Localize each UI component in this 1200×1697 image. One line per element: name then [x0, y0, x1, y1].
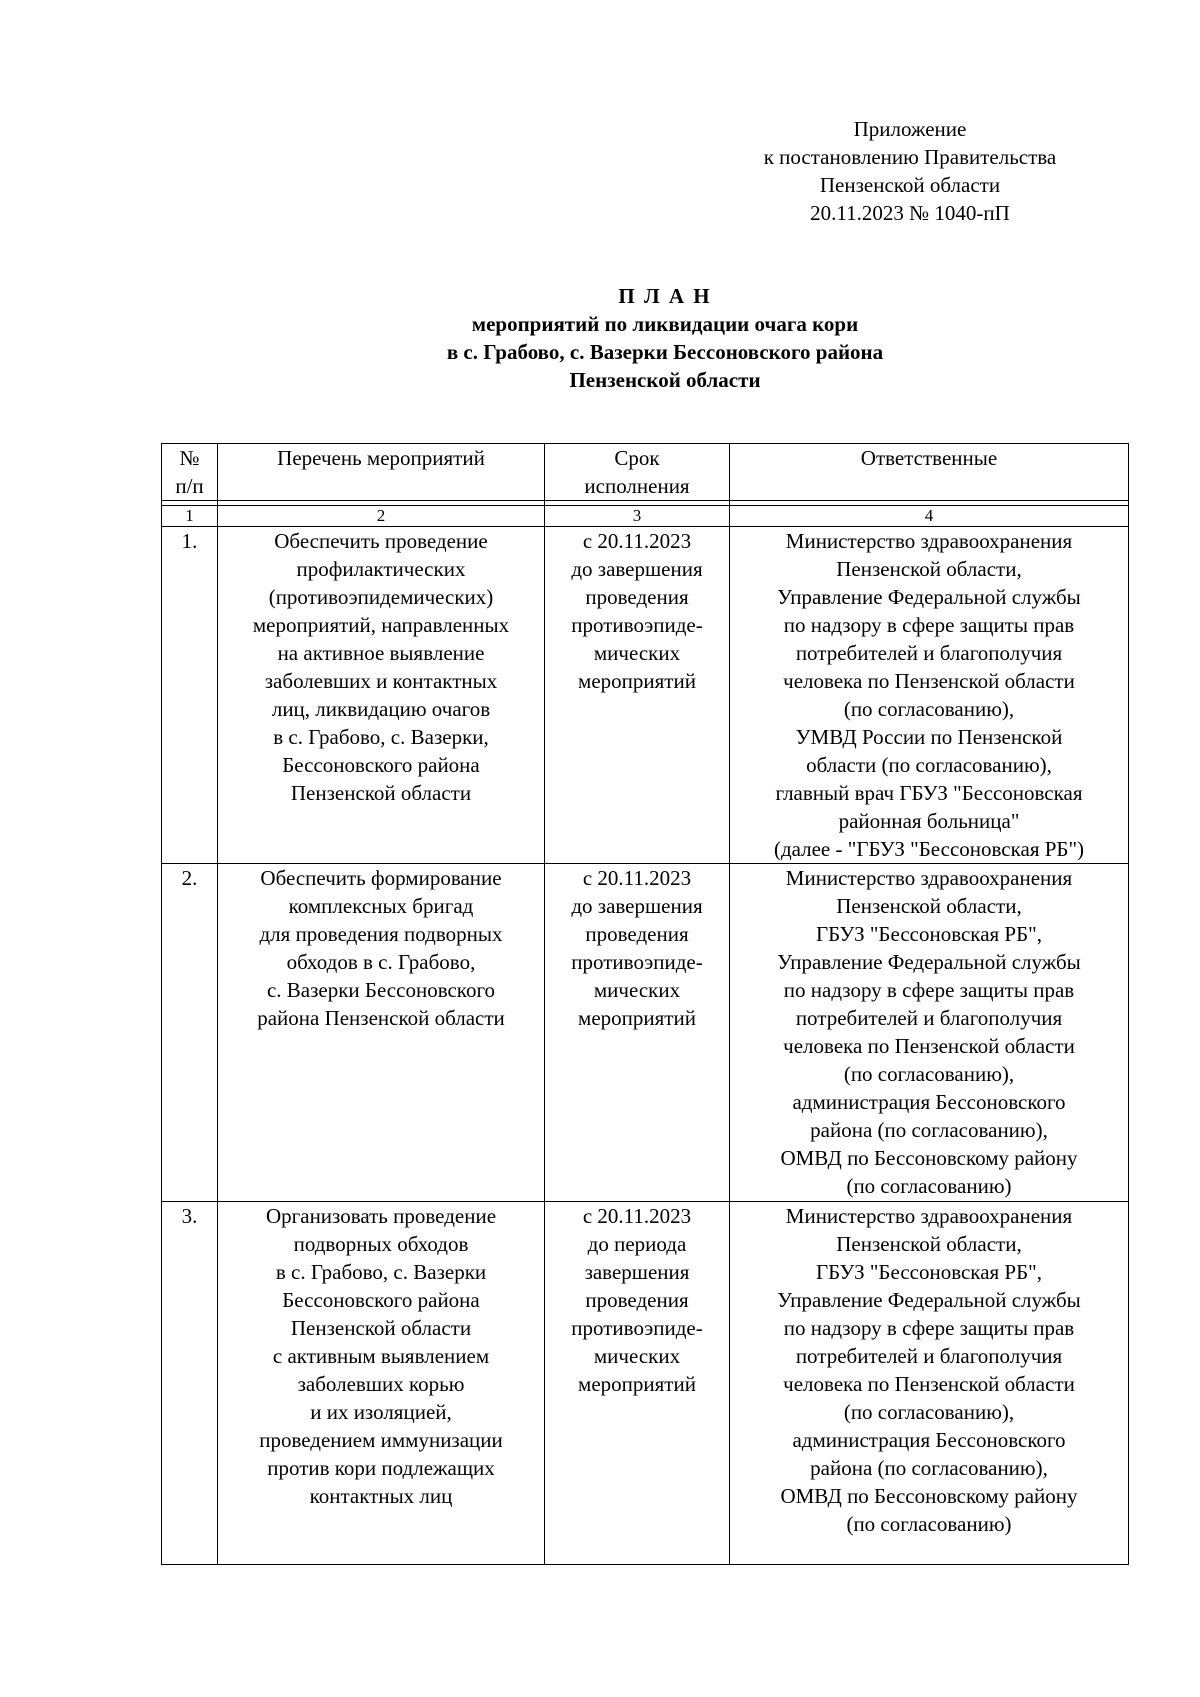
cell-line: Организовать проведение: [265, 1204, 497, 1228]
cell-line: района (по согласованию),: [810, 1456, 1048, 1480]
cell-line: человека по Пензенской области: [783, 669, 1075, 693]
cell-line: противоэпиде-: [571, 613, 703, 637]
cell-line: в с. Грабово, с. Вазерки: [275, 1260, 487, 1284]
cell-line: с 20.11.2023: [582, 866, 692, 890]
cell-line: Обеспечить проведение: [274, 529, 488, 553]
cell-line: против кори подлежащих: [267, 1456, 495, 1480]
cell-line: мероприятий: [578, 669, 696, 693]
table-header-row: [162, 444, 1129, 501]
cell-line: лиц, ликвидацию очагов: [271, 697, 491, 721]
cell-line: мических: [593, 978, 681, 1002]
cell-line: области (по согласованию),: [806, 753, 1052, 777]
row-responsible: [730, 1202, 1129, 1565]
header-responsible: Ответственные: [730, 444, 1129, 501]
plan-table: [161, 443, 1129, 1565]
header-deadline: [545, 444, 730, 501]
column-number: 3: [545, 506, 730, 527]
cell-line: с. Вазерки Бессоновского: [266, 978, 496, 1002]
cell-line: потребителей и благополучия: [795, 641, 1063, 665]
cell-line: до завершения: [571, 894, 703, 918]
cell-line: Пензенской области,: [836, 894, 1022, 918]
cell-line: человека по Пензенской области: [783, 1034, 1075, 1058]
appendix-date-number: 20.11.2023 № 1040-пП: [810, 201, 1010, 225]
cell-line: Министерство здравоохранения: [785, 1204, 1073, 1228]
header-num: [162, 444, 218, 501]
cell-line: Управление Федеральной службы: [777, 950, 1081, 974]
cell-line: противоэпиде-: [571, 1316, 703, 1340]
column-number: 4: [730, 506, 1129, 527]
table-row: [162, 527, 1129, 864]
row-number: 3.: [162, 1202, 218, 1565]
header-num-line: п/п: [175, 474, 204, 498]
cell-line: мероприятий, направленных: [252, 613, 510, 637]
cell-line: Бессоновского района: [282, 1288, 480, 1312]
cell-line: Пензенской области: [290, 781, 472, 805]
cell-line: (далее - "ГБУЗ "Бессоновская РБ"): [773, 837, 1085, 861]
cell-line: района (по согласованию),: [810, 1118, 1048, 1142]
cell-line: с активным выявлением: [272, 1344, 490, 1368]
appendix-label: Приложение: [853, 117, 967, 141]
cell-line: мических: [593, 641, 681, 665]
cell-line: Пензенской области,: [836, 557, 1022, 581]
row-number: 2.: [162, 864, 218, 1202]
cell-line: проведения: [585, 585, 689, 609]
appendix-header: [700, 115, 1120, 227]
cell-line: потребителей и благополучия: [795, 1006, 1063, 1030]
cell-line: с 20.11.2023: [582, 1204, 692, 1228]
cell-line: до периода: [587, 1232, 687, 1256]
cell-line: ОМВД по Бессоновскому району: [780, 1484, 1078, 1508]
row-deadline: [545, 1202, 730, 1565]
cell-line: (по согласованию),: [843, 1062, 1015, 1086]
header-deadline-line: исполнения: [584, 474, 690, 498]
cell-line: комплексных бригад: [288, 894, 474, 918]
row-number: 1.: [162, 527, 218, 864]
cell-line: главный врач ГБУЗ "Бессоновская: [775, 781, 1083, 805]
cell-line: администрация Бессоновского: [792, 1428, 1066, 1452]
row-responsible: [730, 527, 1129, 864]
cell-line: для проведения подворных: [259, 922, 503, 946]
cell-line: ГБУЗ "Бессоновская РБ",: [816, 1260, 1042, 1284]
cell-line: обходов в с. Грабово,: [286, 950, 476, 974]
title-plan: П Л А Н: [618, 284, 712, 308]
cell-line: противоэпиде-: [571, 950, 703, 974]
cell-line: заболевших корью: [297, 1372, 465, 1396]
cell-line: потребителей и благополучия: [795, 1344, 1063, 1368]
cell-line: УМВД России по Пензенской: [795, 725, 1063, 749]
cell-line: с 20.11.2023: [582, 529, 692, 553]
column-numbers-row: [162, 506, 1129, 527]
table-row: [162, 864, 1129, 1202]
cell-line: районная больница": [838, 809, 1020, 833]
title-line-3: Пензенской области: [569, 368, 761, 392]
cell-line: проведения: [585, 1288, 689, 1312]
cell-line: мероприятий: [578, 1372, 696, 1396]
cell-line: (по согласованию),: [843, 697, 1015, 721]
cell-line: (по согласованию): [846, 1174, 1012, 1198]
row-deadline: [545, 527, 730, 864]
cell-line: в с. Грабово, с. Вазерки,: [273, 725, 489, 749]
row-deadline: [545, 864, 730, 1202]
cell-line: мероприятий: [578, 1006, 696, 1030]
appendix-resolution: к постановлению Правительства: [763, 145, 1057, 169]
cell-line: Пензенской области,: [836, 1232, 1022, 1256]
cell-line: ГБУЗ "Бессоновская РБ",: [816, 922, 1042, 946]
cell-line: профилактических: [296, 557, 466, 581]
cell-line: по надзору в сфере защиты прав: [783, 1316, 1075, 1340]
column-number: 1: [162, 506, 218, 527]
cell-line: по надзору в сфере защиты прав: [783, 978, 1075, 1002]
cell-line: района Пензенской области: [257, 1006, 505, 1030]
header-measures: Перечень мероприятий: [218, 444, 545, 501]
cell-line: (по согласованию): [846, 1512, 1012, 1536]
cell-line: Пензенской области: [290, 1316, 472, 1340]
cell-line: и их изоляцией,: [310, 1400, 452, 1424]
document-title: [0, 282, 1200, 394]
cell-line: администрация Бессоновского: [792, 1090, 1066, 1114]
column-number: 2: [218, 506, 545, 527]
appendix-region: Пензенской области: [819, 173, 1001, 197]
cell-line: ОМВД по Бессоновскому району: [780, 1146, 1078, 1170]
cell-line: завершения: [584, 1260, 690, 1284]
cell-line: подворных обходов: [293, 1232, 469, 1256]
cell-line: мических: [593, 1344, 681, 1368]
cell-line: Бессоновского района: [282, 753, 480, 777]
cell-line: Управление Федеральной службы: [777, 1288, 1081, 1312]
cell-line: проведением иммунизации: [259, 1428, 503, 1452]
cell-line: Обеспечить формирование: [260, 866, 502, 890]
cell-line: Министерство здравоохранения: [785, 866, 1073, 890]
cell-line: заболевших и контактных: [264, 669, 498, 693]
header-deadline-line: Срок: [614, 446, 660, 470]
cell-line: человека по Пензенской области: [783, 1372, 1075, 1396]
cell-line: контактных лиц: [309, 1484, 453, 1508]
cell-line: Министерство здравоохранения: [785, 529, 1073, 553]
row-measures: [218, 864, 545, 1202]
title-line-1: мероприятий по ликвидации очага кори: [471, 312, 859, 336]
table-row: [162, 1202, 1129, 1565]
cell-line: (по согласованию),: [843, 1400, 1015, 1424]
cell-line: проведения: [585, 922, 689, 946]
cell-line: Управление Федеральной службы: [777, 585, 1081, 609]
row-responsible: [730, 864, 1129, 1202]
row-measures: [218, 1202, 545, 1565]
row-measures: [218, 527, 545, 864]
title-line-2: в с. Грабово, с. Вазерки Бессоновского района: [446, 340, 884, 364]
header-num-line: №: [179, 446, 200, 470]
cell-line: по надзору в сфере защиты прав: [783, 613, 1075, 637]
cell-line: до завершения: [571, 557, 703, 581]
cell-line: (противоэпидемических): [268, 585, 494, 609]
cell-line: на активное выявление: [277, 641, 485, 665]
